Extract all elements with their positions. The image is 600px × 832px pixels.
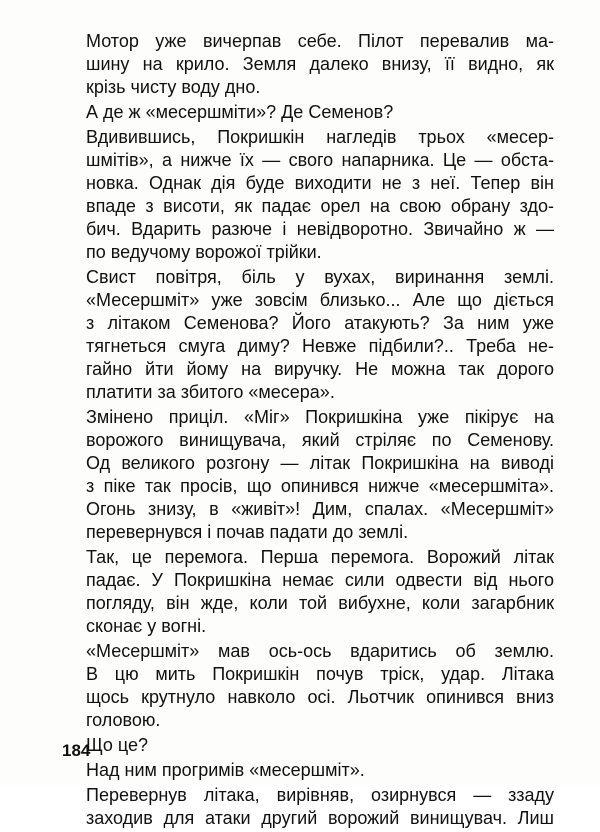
text-line: заходив для атаки другий ворожий винищувач. Лиш [86,808,554,828]
text-line: перевернувся і почав падати до землі. [86,522,409,542]
text-line: новка. Однак дія буде виходити не з неї. Тепер він [86,173,554,193]
text-line: Од великого розгону — літак Покришкіна на виводі [86,453,554,473]
text-line: Перевернув літака, вирівняв, озирнувся — ззаду [86,785,554,805]
paragraph [62,546,554,638]
paragraph [62,406,554,544]
body-text [62,30,554,832]
text-line: Огонь знизу, в «живіт»! Дим, спалах. «Месершміт» [86,499,554,519]
text-line: тягнеться смуга диму? Невже підбили?.. Треба не- [86,336,554,356]
paragraph [62,266,554,404]
text-line: погляду, він жде, коли той вибухне, коли загарбник [86,593,554,613]
text-line: шмітів», а нижче їх — свого напарника. Це — обста- [86,150,554,170]
text-line: Що це? [86,735,149,755]
paragraph [62,640,554,732]
text-line: А де ж «месершміти»? Де Семенов? [86,102,394,122]
text-line: В цю мить Покришкін почув тріск, удар. Літака [86,664,554,684]
text-line: сконає у вогні. [86,616,207,636]
text-line: Змінено приціл. «Міг» Покришкіна уже пікірує на [86,407,554,427]
text-line: Вдивившись, Покришкін нагледів трьох «месер- [86,127,554,147]
page-number: 184 [62,741,91,760]
text-line: щось крутнуло навколо осі. Льотчик опинився вниз [86,687,554,707]
text-line: гайно йти йому на виручку. Не можна так дорого [86,359,554,379]
text-line: Мотор уже вичерпав себе. Пілот перевалив ма- [86,31,554,51]
text-line: впаде з висоти, як падає орел на свою обрану здо- [86,196,554,216]
paragraph [62,734,554,757]
text-line: Так, це перемога. Перша перемога. Ворожий літак [86,547,554,567]
paragraph [62,30,554,99]
paragraph [62,126,554,264]
text-line: ворожого винищувача, який стріляє по Семенову. [86,430,554,450]
text-line: Над ним прогримів «месершміт». [86,760,365,780]
text-line: головою. [86,710,161,730]
text-line: крізь чисту воду дно. [86,77,261,97]
text-line: з піке так просів, що опинився нижче «месершміта». [86,476,554,496]
paragraph [62,101,554,124]
text-line: шину на крило. Земля далеко внизу, її видно, як [86,54,554,74]
paragraph [62,784,554,830]
text-line: по ведучому ворожої трійки. [86,242,322,262]
text-line: бич. Вдарить разюче і невідворотно. Звичайно ж — [86,219,554,239]
text-line: з літаком Семенова? Його атакують? За ним уже [86,313,554,333]
text-line: Свист повітря, біль у вухах, виринання землі. [86,267,554,287]
paragraph [62,759,554,782]
text-line: «Месершміт» уже зовсім близько... Але що діється [86,290,554,310]
text-line: платити за збитого «месера». [86,382,335,402]
text-line: «Месершміт» мав ось-ось вдаритись об землю. [86,641,554,661]
text-line: падає. У Покришкіна немає сили одвести від нього [86,570,554,590]
